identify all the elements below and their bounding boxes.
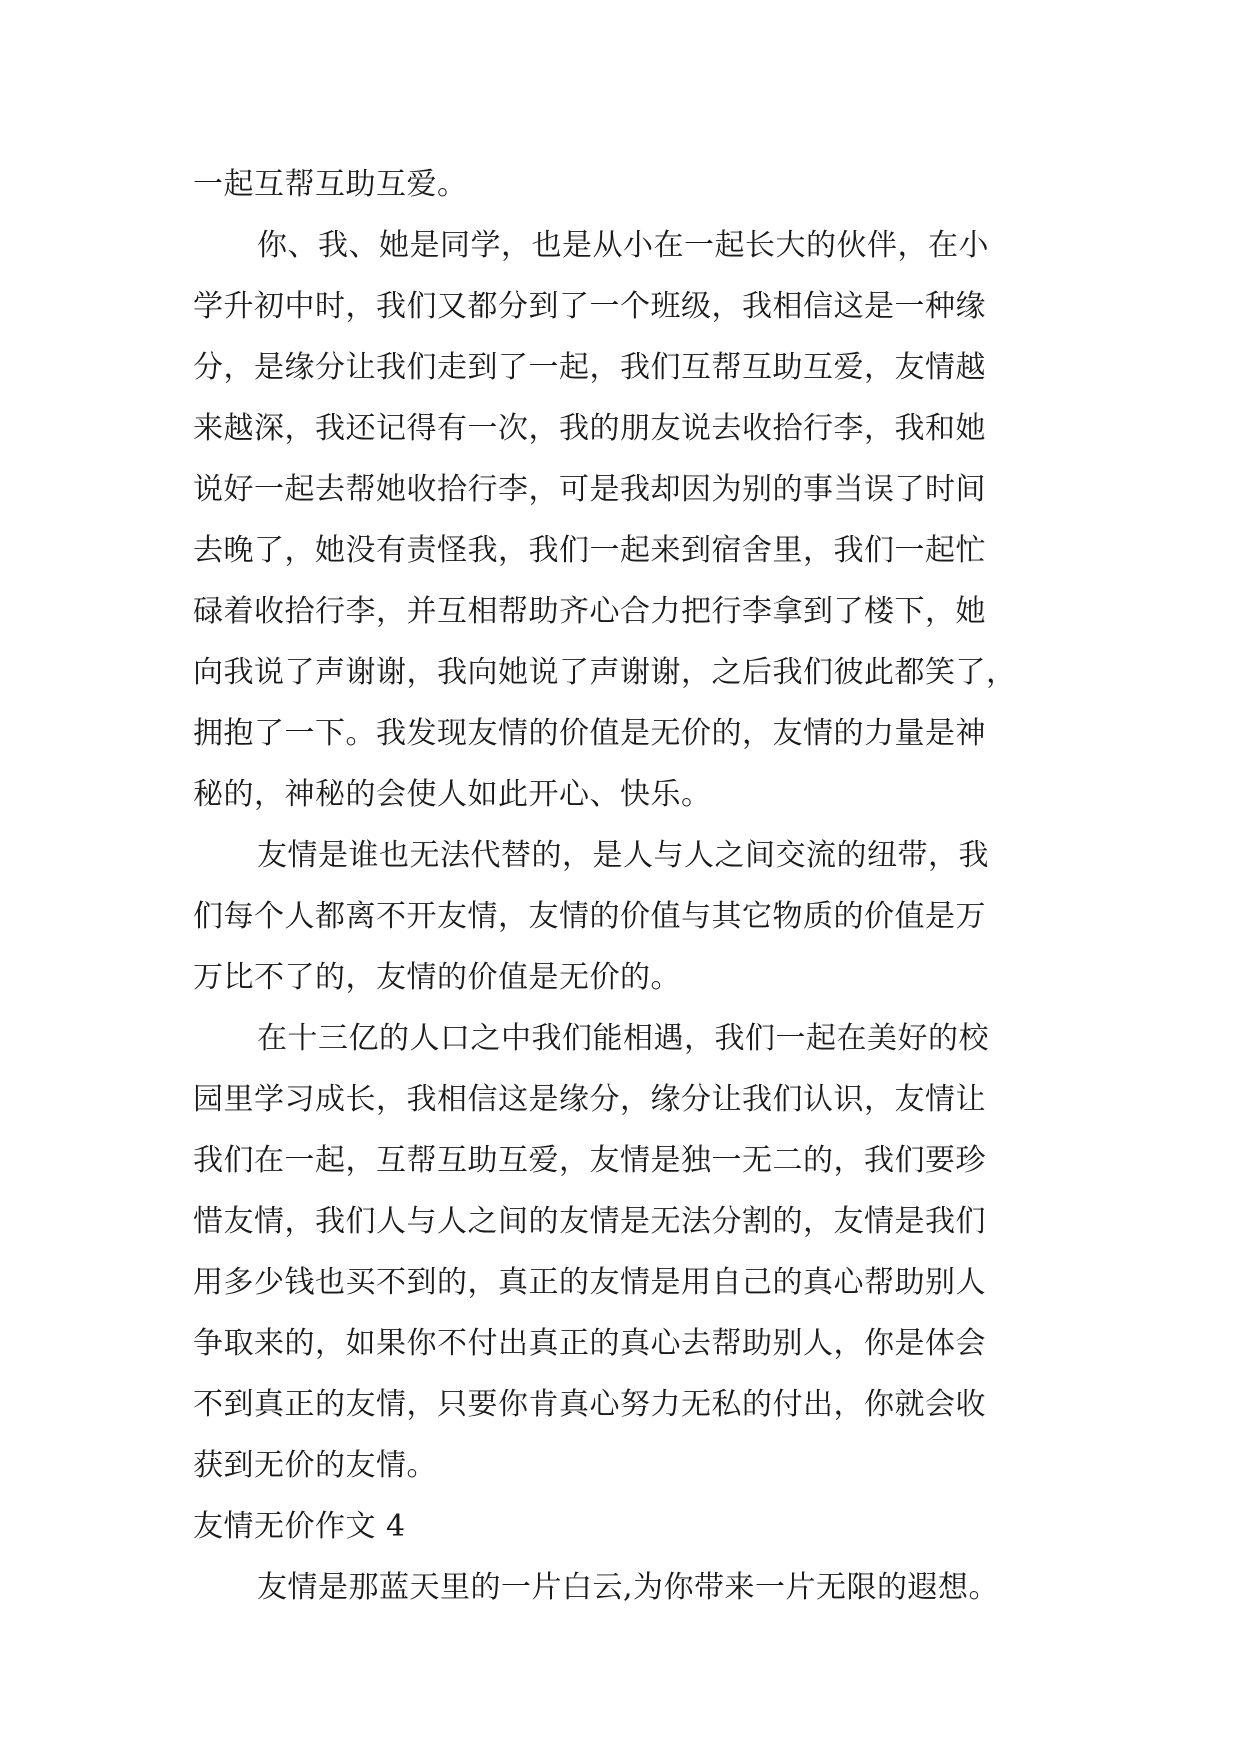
text-line: 秘的，神秘的会使人如此开心、快乐。 <box>193 777 712 812</box>
text-line: 万比不了的，友情的价值是无价的。 <box>193 960 681 995</box>
paragraph-first-line: 你、我、她是同学，也是从小在一起长大的伙伴，在小 <box>257 228 989 263</box>
text-line: 用多少钱也买不到的，真正的友情是用自己的真心帮助别人 <box>193 1265 986 1300</box>
text-line: 分，是缘分让我们走到了一起，我们互帮互助互爱，友情越 <box>193 350 986 385</box>
text-line: 不到真正的友情，只要你肯真心努力无私的付出，你就会收 <box>193 1387 986 1422</box>
text-line: 惜友情，我们人与人之间的友情是无法分割的，友情是我们 <box>193 1204 986 1239</box>
text-line: 获到无价的友情。 <box>193 1448 437 1483</box>
text-line: 来越深，我还记得有一次，我的朋友说去收拾行李，我和她 <box>193 411 986 446</box>
paragraph-first-line: 在十三亿的人口之中我们能相遇，我们一起在美好的校 <box>257 1021 989 1056</box>
text-line: 向我说了声谢谢，我向她说了声谢谢，之后我们彼此都笑了， <box>193 655 1017 690</box>
paragraph-first-line: 友情是那蓝天里的一片白云,为你带来一片无限的遐想。 <box>257 1570 1000 1605</box>
text-line: 我们在一起，互帮互助互爱，友情是独一无二的，我们要珍 <box>193 1143 986 1178</box>
text-line: 们每个人都离不开友情，友情的价值与其它物质的价值是万 <box>193 899 986 934</box>
text-line: 说好一起去帮她收拾行李，可是我却因为别的事当误了时间 <box>193 472 986 507</box>
text-line: 拥抱了一下。我发现友情的价值是无价的，友情的力量是神 <box>193 716 986 751</box>
text-line: 一起互帮互助互爱。 <box>193 167 468 202</box>
section-heading: 友情无价作文 4 <box>193 1509 406 1544</box>
text-line: 园里学习成长，我相信这是缘分，缘分让我们认识，友情让 <box>193 1082 986 1117</box>
text-line: 去晚了，她没有责怪我，我们一起来到宿舍里，我们一起忙 <box>193 533 986 568</box>
text-line: 争取来的，如果你不付出真正的真心去帮助别人，你是体会 <box>193 1326 986 1361</box>
text-line: 碌着收拾行李，并互相帮助齐心合力把行李拿到了楼下，她 <box>193 594 986 629</box>
paragraph-first-line: 友情是谁也无法代替的，是人与人之间交流的纽带，我 <box>257 838 989 873</box>
text-line: 学升初中时，我们又都分到了一个班级，我相信这是一种缘 <box>193 289 986 324</box>
